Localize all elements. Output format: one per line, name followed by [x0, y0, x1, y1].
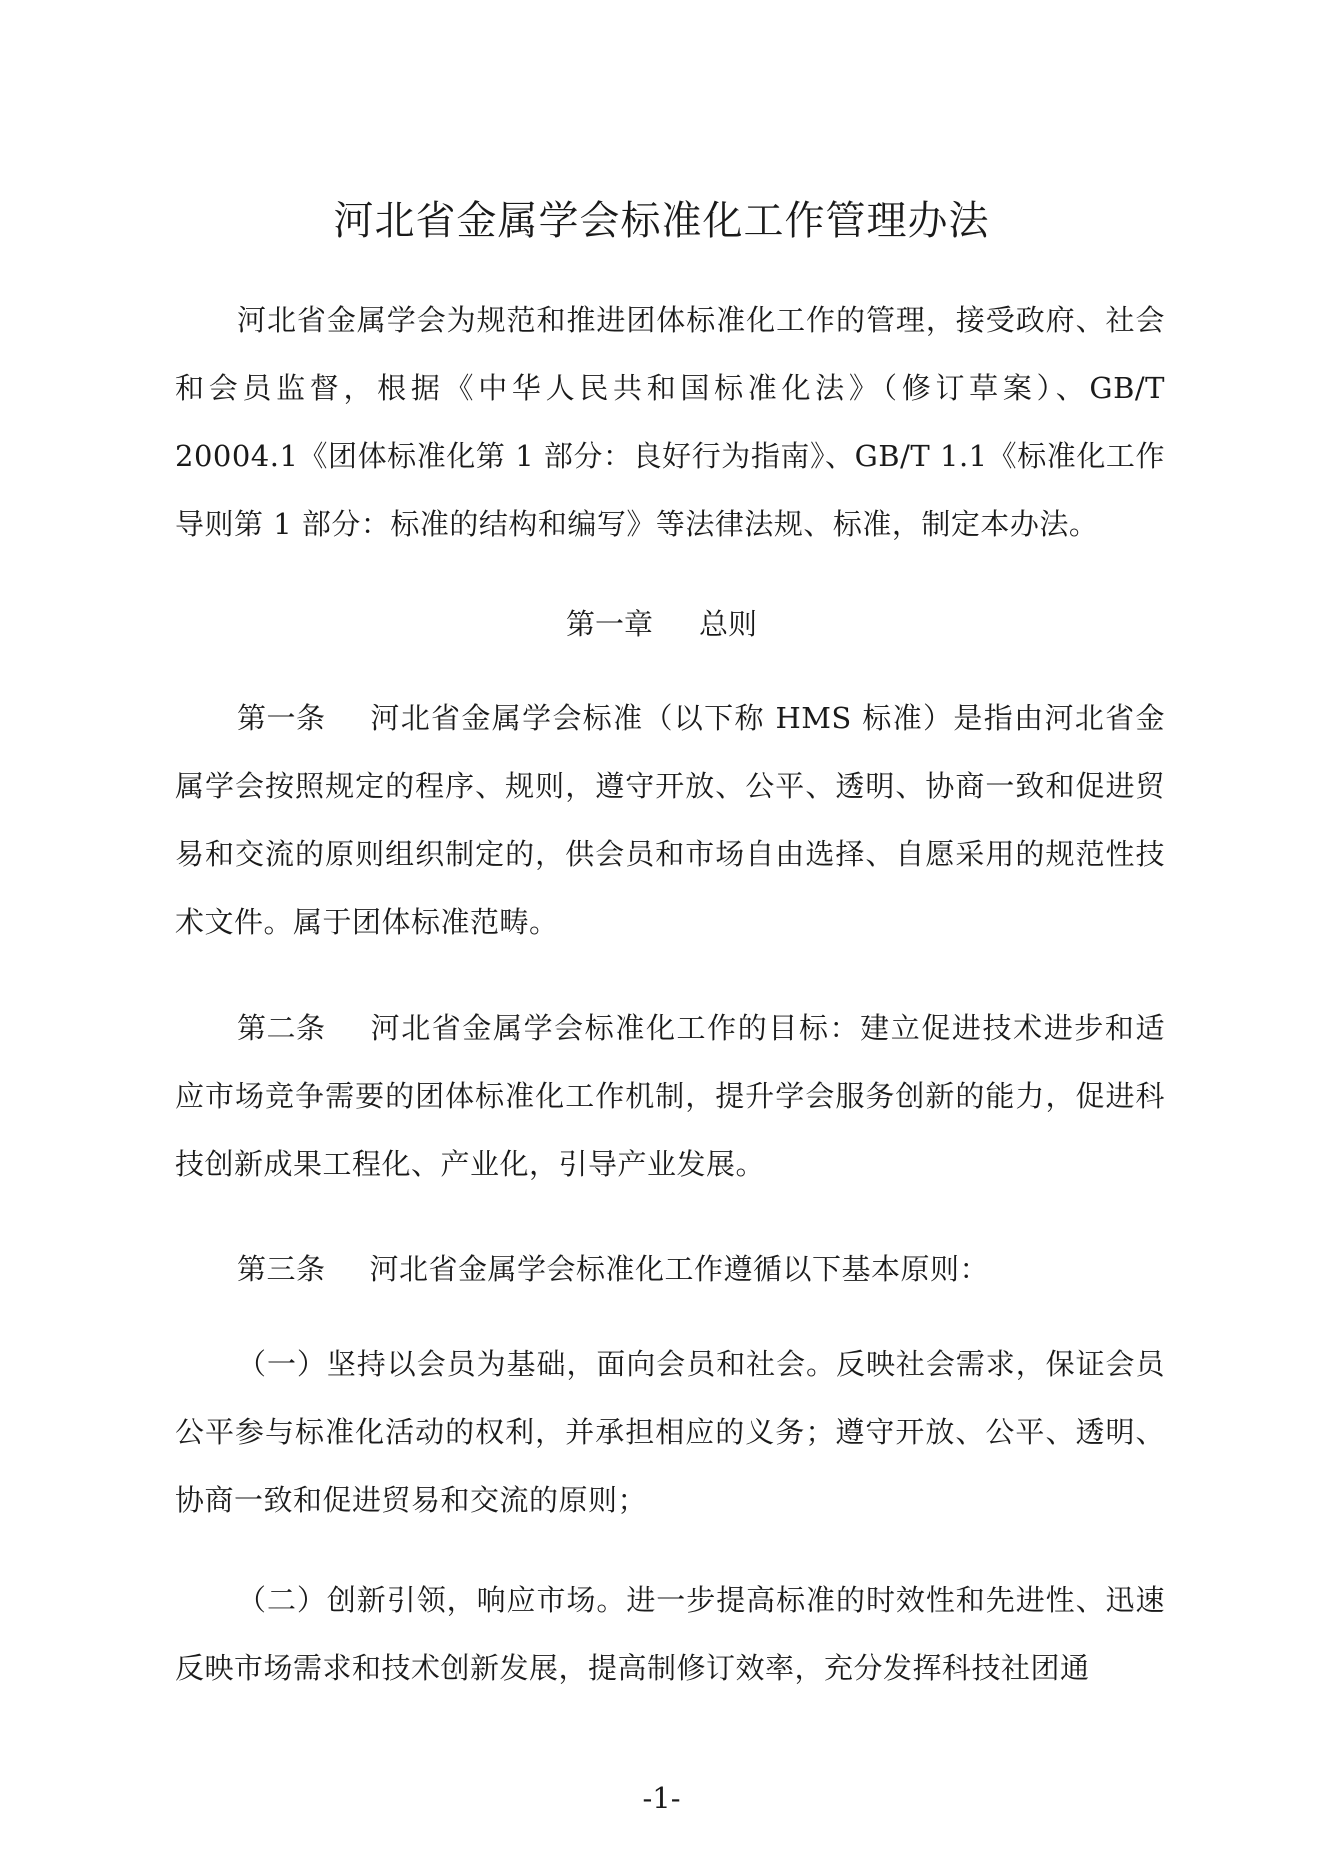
- article-1: [175, 684, 1165, 956]
- chapter-number: 第一章: [565, 607, 653, 641]
- page-number: -1-: [642, 1781, 681, 1815]
- article-label: 第二条: [237, 1011, 326, 1045]
- article-label: 第三条: [237, 1252, 326, 1286]
- chapter-heading: [0, 590, 1323, 658]
- article-label: 第一条: [237, 701, 326, 735]
- article-text: 河北省金属学会标准（以下称 HMS 标准）是指由河北省金属学会按照规定的程序、规则，遵守开放、公平、透明、协商一致和促进贸易和交流的原则组织制定的，供会员和市场自由选择、自愿采用的规范性技术文件。属于团体标准范畴。: [175, 701, 1165, 939]
- principle-item: （二）创新引领，响应市场。进一步提高标准的时效性和先进性、迅速反映市场需求和技术创新发展，提高制修订效率，充分发挥科技社团通: [175, 1583, 1165, 1685]
- article-3: [175, 1235, 1165, 1303]
- article-text: 河北省金属学会标准化工作的目标：建立促进技术进步和适应市场竞争需要的团体标准化工作机制，提升学会服务创新的能力，促进科技创新成果工程化、产业化，引导产业发展。: [175, 1011, 1165, 1181]
- preamble-paragraph: 河北省金属学会为规范和推进团体标准化工作的管理，接受政府、社会和会员监督，根据《中华人民共和国标准化法》（修订草案）、GB/T 20004.1《团体标准化第 1 部分：良好行为指南》、GB/T 1.1《标准化工作导则第 1 部分：标准的结构和编写》等法律法规、标准，制定本办法。: [175, 303, 1165, 541]
- chapter-name: 总则: [699, 607, 758, 641]
- principle-item: （一）坚持以会员为基础，面向会员和社会。反映社会需求，保证会员公平参与标准化活动的权利，并承担相应的义务；遵守开放、公平、透明、协商一致和促进贸易和交流的原则；: [175, 1347, 1165, 1517]
- document-title: 河北省金属学会标准化工作管理办法: [333, 198, 990, 244]
- article-text: 河北省金属学会标准化工作遵循以下基本原则：: [369, 1252, 990, 1286]
- article-2: [175, 994, 1165, 1198]
